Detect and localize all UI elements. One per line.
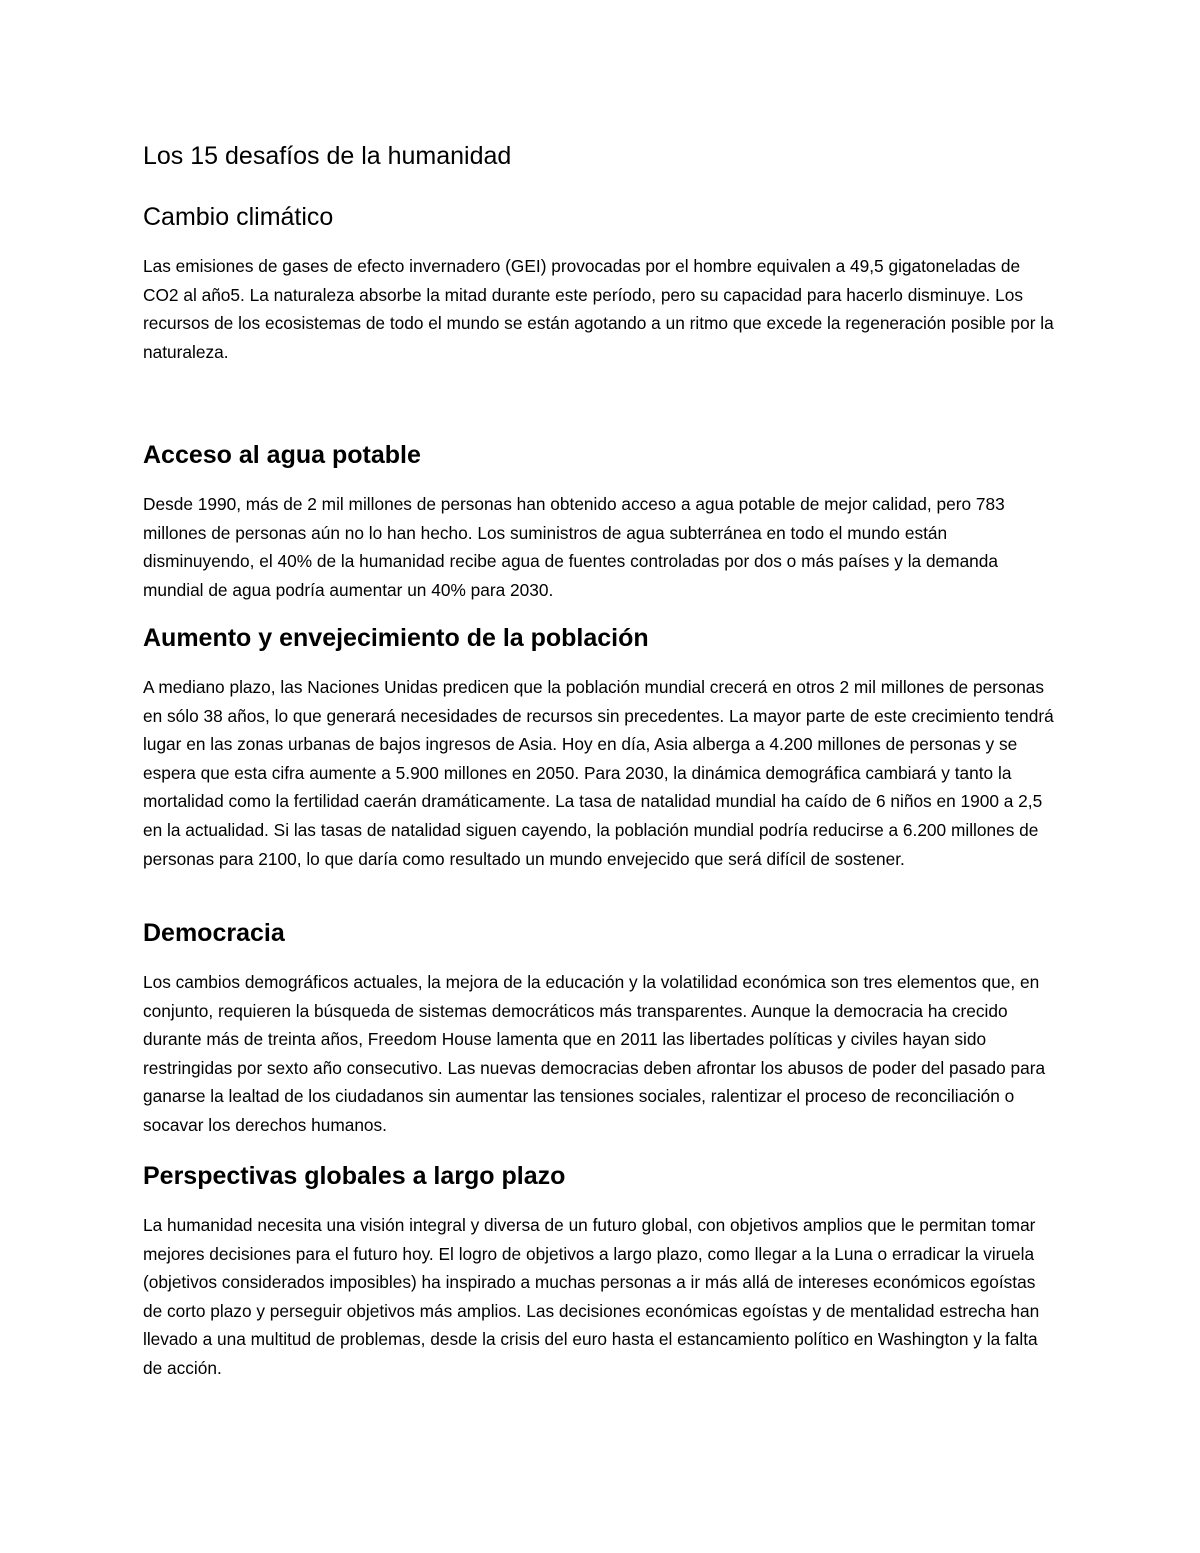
section-paragraph: Desde 1990, más de 2 mil millones de personas han obtenido acceso a agua potable de mejor calidad, pero 783 millones de personas aún no lo han hecho. Los suministros de agua subterránea en todo el mundo están disminuyendo, el 40% de la humanidad recibe agua de fuentes controladas por dos o más países y la demanda mundial de agua podría aumentar un 40% para 2030. xyxy=(143,494,1005,600)
document-title: Los 15 desafíos de la humanidad xyxy=(143,142,512,170)
section-paragraph: A mediano plazo, las Naciones Unidas predicen que la población mundial crecerá en otros 2 mil millones de personas en sólo 38 años, lo que generará necesidades de recursos sin precedentes. La mayor parte de este crecimiento tendrá lugar en las zonas urbanas de bajos ingresos de Asia. Hoy en día, Asia alberga a 4.200 millones de personas y se espera que esta cifra aumente a 5.900 millones en 2050. Para 2030, la dinámica demográfica cambiará y tanto la mortalidad como la fertilidad caerán dramáticamente. La tasa de natalidad mundial ha caído de 6 niños en 1900 a 2,5 en la actualidad. Si las tasas de natalidad siguen cayendo, la población mundial podría reducirse a 6.200 millones de personas para 2100, lo que daría como resultado un mundo envejecido que será difícil de sostener. xyxy=(143,677,1054,869)
section-heading: Aumento y envejecimiento de la población xyxy=(143,624,649,652)
section-poblacion xyxy=(143,621,1058,873)
section-heading: Acceso al agua potable xyxy=(143,441,421,469)
section-heading: Perspectivas globales a largo plazo xyxy=(143,1162,566,1190)
section-acceso-agua xyxy=(143,438,1058,604)
section-paragraph: Las emisiones de gases de efecto invernadero (GEI) provocadas por el hombre equivalen a 49,5 gigatoneladas de CO2 al año5. La naturaleza absorbe la mitad durante este período, pero su capacidad para hacerlo disminuye. Los recursos de los ecosistemas de todo el mundo se están agotando a un ritmo que excede la regeneración posible por la naturaleza. xyxy=(143,256,1054,362)
section-democracia xyxy=(143,916,1058,1140)
section-heading: Democracia xyxy=(143,919,285,947)
section-paragraph: La humanidad necesita una visión integral y diversa de un futuro global, con objetivos amplios que le permitan tomar mejores decisiones para el futuro hoy. El logro de objetivos a largo plazo, como llegar a la Luna o erradicar la viruela (objetivos considerados imposibles) ha inspirado a muchas personas a ir más allá de intereses económicos egoístas de corto plazo y perseguir objetivos más amplios. Las decisiones económicas egoístas y de mentalidad estrecha han llevado a una multitud de problemas, desde la crisis del euro hasta el estancamiento político en Washington y la falta de acción. xyxy=(143,1215,1040,1378)
section-heading: Cambio climático xyxy=(143,203,334,231)
section-perspectivas xyxy=(143,1159,1058,1383)
section-paragraph: Los cambios demográficos actuales, la mejora de la educación y la volatilidad económica son tres elementos que, en conjunto, requieren la búsqueda de sistemas democráticos más transparentes. Aunque la democracia ha crecido durante más de treinta años, Freedom House lamenta que en 2011 las libertades políticas y civiles hayan sido restringidas por sexto año consecutivo. Las nuevas democracias deben afrontar los abusos de poder del pasado para ganarse la lealtad de los ciudadanos sin aumentar las tensiones sociales, ralentizar el proceso de reconciliación o socavar los derechos humanos. xyxy=(143,972,1046,1135)
section-cambio-climatico xyxy=(143,200,1058,366)
